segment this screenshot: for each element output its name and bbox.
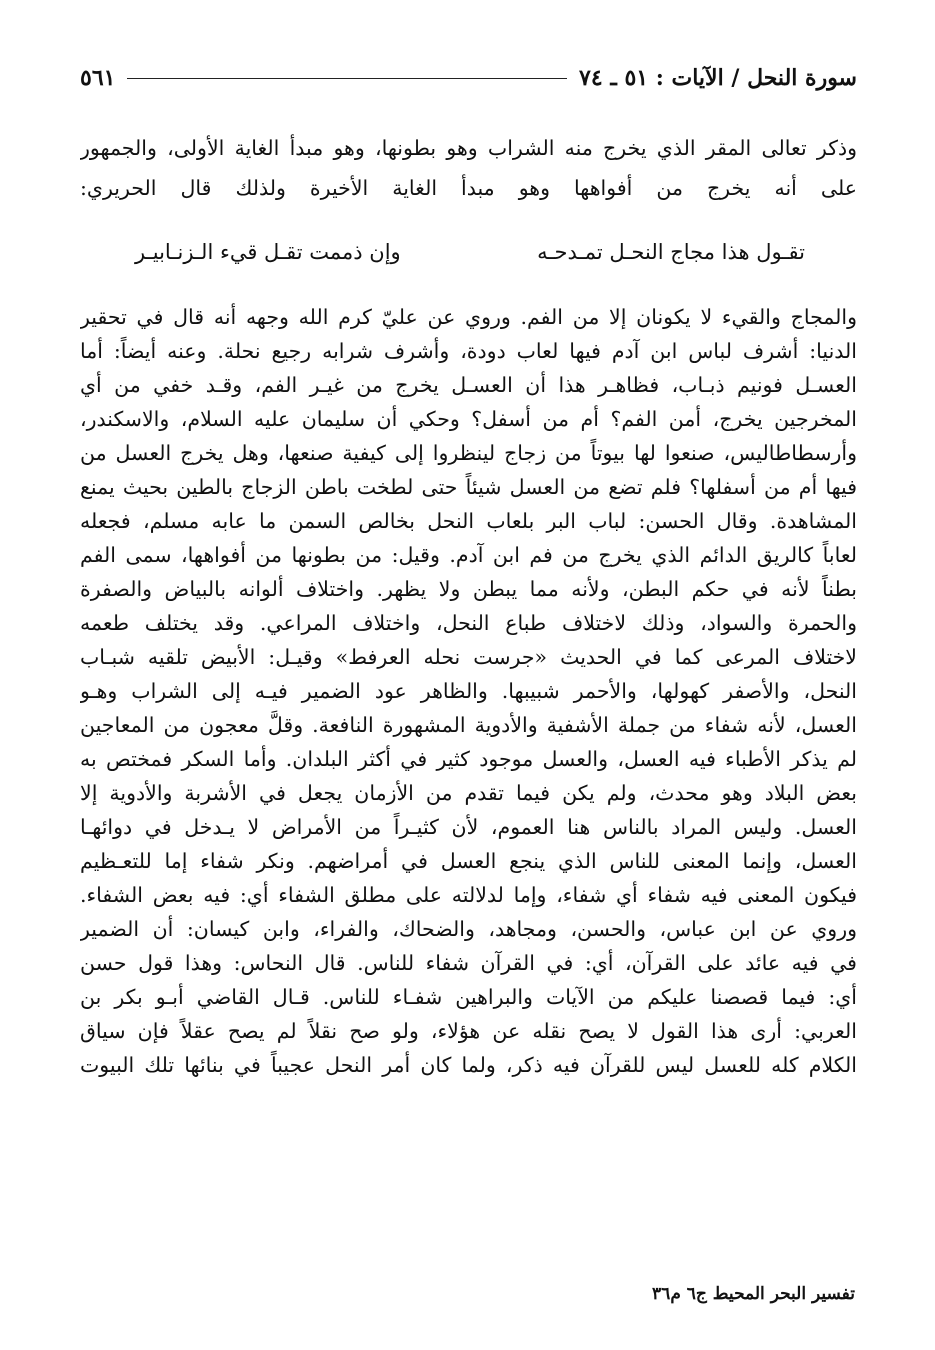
text-line: في فيه عائد على القرآن، أي: في القرآن شفاء للناس. قال النحاس: وهذا قول حسن <box>80 951 857 975</box>
text-line: بعض البلاد وهو محدث، ولم يكن فيما تقدم من الأزمان يجعل في الأشربة والأدوية إلا <box>80 781 857 805</box>
text-line: العسل، لأنه شفاء من جملة الأشفية والأدوية المشهورة النافعة. وقلَّ معجون من المعاجين <box>80 713 857 737</box>
text-line: الكلام كله للعسل ليس للقرآن فيه ذكر، ولما كان أمر النحل عجيباً في بنائها تلك البيوت <box>80 1053 857 1077</box>
poetry-verse <box>135 232 805 272</box>
verse-second-hemistich: وإن ذممت تقـل قيء الـزنـابيـر <box>135 240 401 264</box>
text-line: والحمرة والسواد، وذلك لاختلاف طباع النحل، واختلاف المراعي. وقد يختلف طعمه <box>80 611 857 635</box>
text-line: العربي: أرى هذا القول لا يصح نقله عن هؤلاء، ولو صح نقلاً لم يصح عقلاً فإن سياق <box>80 1019 857 1043</box>
text-line: والمجاج والقيء لا يكونان إلا من الفم. وروي عن عليّ كرم الله وجهه أنه قال في تحقير <box>80 305 857 329</box>
paragraph-intro <box>80 128 857 208</box>
text-line: العسل. وليس المراد بالناس هنا العموم، لأن كثيـراً من الأمراض لا يـدخل في دوائهـا <box>80 815 857 839</box>
text-line: العسل، وإنما المعنى للناس الذي ينجع العسل في أمراضهم. ونكر شفاء إما للتعـظيم <box>80 849 857 873</box>
text-line: وذكر تعالى المقر الذي يخرج منه الشراب وهو بطونها، وهو مبدأ الغاية الأولى، والجمهور <box>80 136 857 160</box>
text-line: على أنه يخرج من أفواهها وهو مبدأ الغاية الأخيرة ولذلك قال الحريري: <box>80 176 857 200</box>
text-line: وروي عن ابن عباس، والحسن، ومجاهد، والضحاك، والفراء، وابن كيسان: أن الضمير <box>80 917 857 941</box>
page-number: ٥٦١ <box>80 65 116 91</box>
footer-signature: تفسير البحر المحيط ج٦ م٣٦ <box>652 1284 855 1304</box>
text-line: فيكون المعنى فيه شفاء أي شفاء، وإما لدلالته على مطلق الشفاء أي: فيه بعض الشفاء. <box>80 883 857 907</box>
header-title: سورة النحل / الآيات : ٥١ ـ ٧٤ <box>579 65 857 91</box>
verse-first-hemistich: تقـول هذا مجاج النحـل تمـدحـه <box>537 240 805 264</box>
text-line: فيها أم من أسفلها؟ فلم تضع من العسل شيئاً حتى لطخت باطن الزجاج بالطين بحيث يمنع <box>80 475 857 499</box>
text-line: النحل، والأصفر كهولها، والأحمر شبيبها. والظاهر عود الضمير فيـه إلى الشراب وهـو <box>80 679 857 703</box>
text-line: المشاهدة. وقال الحسن: لباب البر بلعاب النحل بخالص السمن ما عابه مسلم، فجعله <box>80 509 857 533</box>
text-line: أي: فيما قصصنا عليكم من الآيات والبراهين شفـاء للناس. قـال القاضي أبـو بكر بن <box>80 985 857 1009</box>
text-line: وأرسطاطاليس، صنعوا لها بيوتاً من زجاج لينظروا إلى كيفية صنعها، وهل يخرج العسل من <box>80 441 857 465</box>
text-line: لم يذكر الأطباء فيه العسل، والعسل موجود كثير في أكثر البلدان. وأما السكر فمختص به <box>80 747 857 771</box>
text-line: لعاباً كالريق الدائم الذي يخرج من فم ابن آدم. وقيل: من بطونها من أفواهها، سمى الفم <box>80 543 857 567</box>
paragraph-main <box>80 300 857 1082</box>
running-header <box>80 58 857 98</box>
header-rule <box>127 78 567 79</box>
text-line: العسـل فونيم ذبـاب، فظاهـر هذا أن العسـل يخرج من غيـر الفم، وقـد خفي من أي <box>80 373 857 397</box>
text-line: بطناً لأنه في حكم البطن، ولأنه مما يبطن ولا يظهر. واختلاف ألوانه بالبياض والصفرة <box>80 577 857 601</box>
text-line: الدنيا: أشرف لباس ابن آدم فيها لعاب دودة، وأشرف شرابه رجيع نحلة. وعنه أيضاً: أما <box>80 339 857 363</box>
text-line: لاختلاف المرعى كما في الحديث «جرست نحله العرفط» وقيـل: الأبيض تلقيه شبـاب <box>80 645 857 669</box>
text-line: المخرجين يخرج، أمن الفم؟ أم من أسفل؟ وحكي أن سليمان عليه السلام، والاسكندر، <box>80 407 857 431</box>
